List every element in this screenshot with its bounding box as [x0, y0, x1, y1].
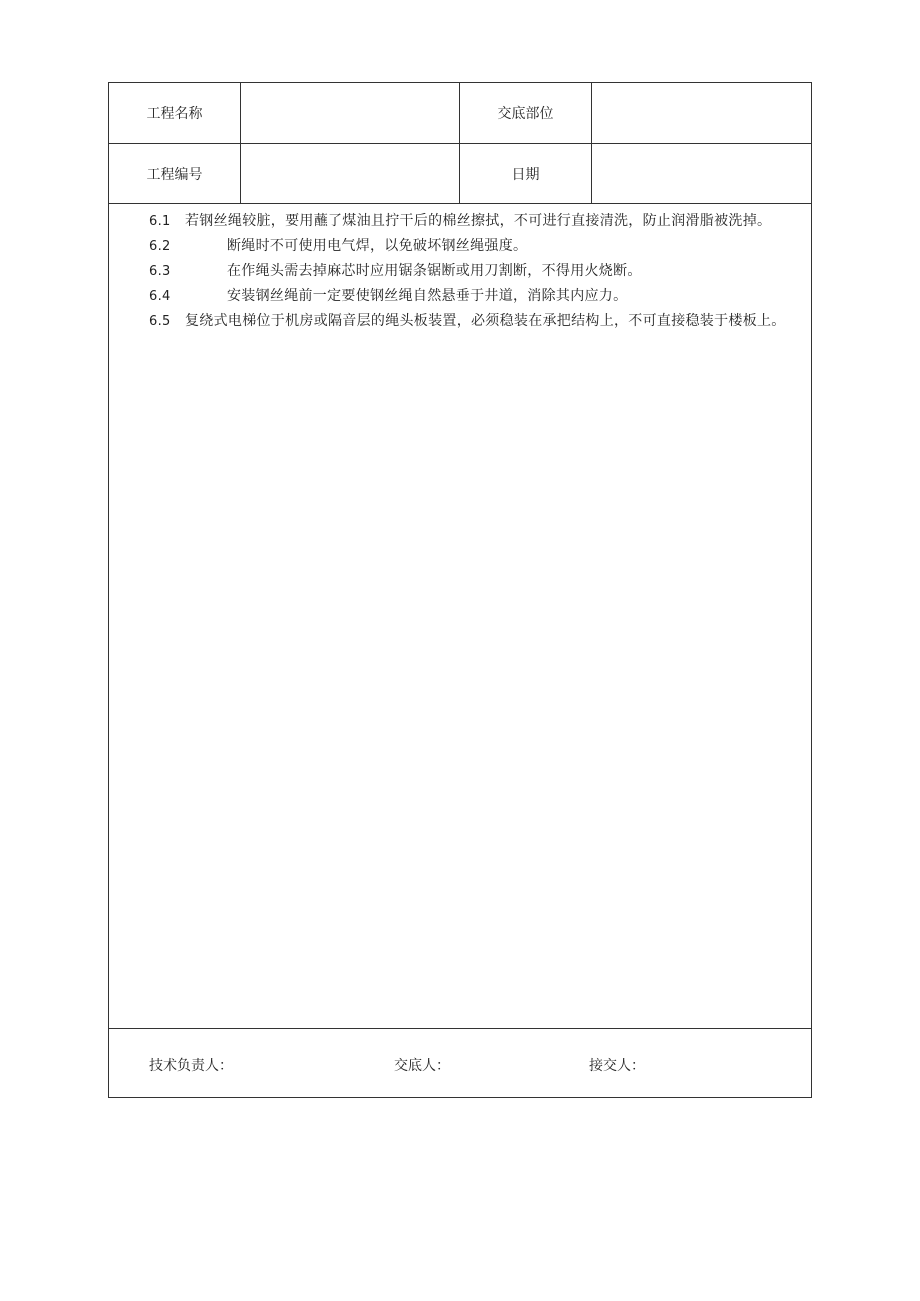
handover-content [109, 204, 811, 1029]
item-text: 若钢丝绳较脏，要用蘸了煤油且拧干后的棉丝擦拭，不可进行直接清洗，防止润滑脂被洗掉。 [185, 213, 772, 229]
item-text: 在作绳头需去掉麻芯时应用锯条锯断或用刀割断，不得用火烧断。 [227, 263, 642, 279]
item-number: 6.5 [149, 314, 171, 329]
item-text: 安装钢丝绳前一定要使钢丝绳自然悬垂于井道，消除其内应力。 [227, 288, 628, 304]
item-number: 6.2 [149, 239, 171, 254]
handover-location-label: 交底部位 [460, 83, 592, 143]
project-name-label: 工程名称 [109, 83, 241, 143]
signature-row [109, 1029, 811, 1097]
date-field[interactable] [592, 144, 811, 203]
item-number: 6.1 [149, 214, 171, 229]
list-item [111, 284, 801, 309]
list-item [111, 234, 801, 259]
list-item [111, 209, 801, 234]
item-number: 6.4 [149, 289, 171, 304]
header-row-2 [109, 144, 811, 204]
list-item [111, 259, 801, 284]
project-number-label: 工程编号 [109, 144, 241, 203]
item-number: 6.3 [149, 264, 171, 279]
handover-location-field[interactable] [592, 83, 811, 143]
list-item [111, 309, 801, 334]
project-number-field[interactable] [241, 144, 460, 203]
tech-lead-signature-label: 技术负责人： [149, 1058, 233, 1074]
project-name-field[interactable] [241, 83, 460, 143]
handover-form [108, 82, 812, 1098]
date-label: 日期 [460, 144, 592, 203]
header-row-1 [109, 83, 811, 144]
item-text: 复绕式电梯位于机房或隔音层的绳头板装置，必须稳装在承把结构上，不可直接稳装于楼板上。 [185, 313, 786, 329]
receiver-signature-label: 接交人： [589, 1058, 645, 1074]
item-text: 断绳时不可使用电气焊，以免破坏钢丝绳强度。 [227, 238, 528, 254]
handover-person-signature-label: 交底人： [394, 1058, 450, 1074]
